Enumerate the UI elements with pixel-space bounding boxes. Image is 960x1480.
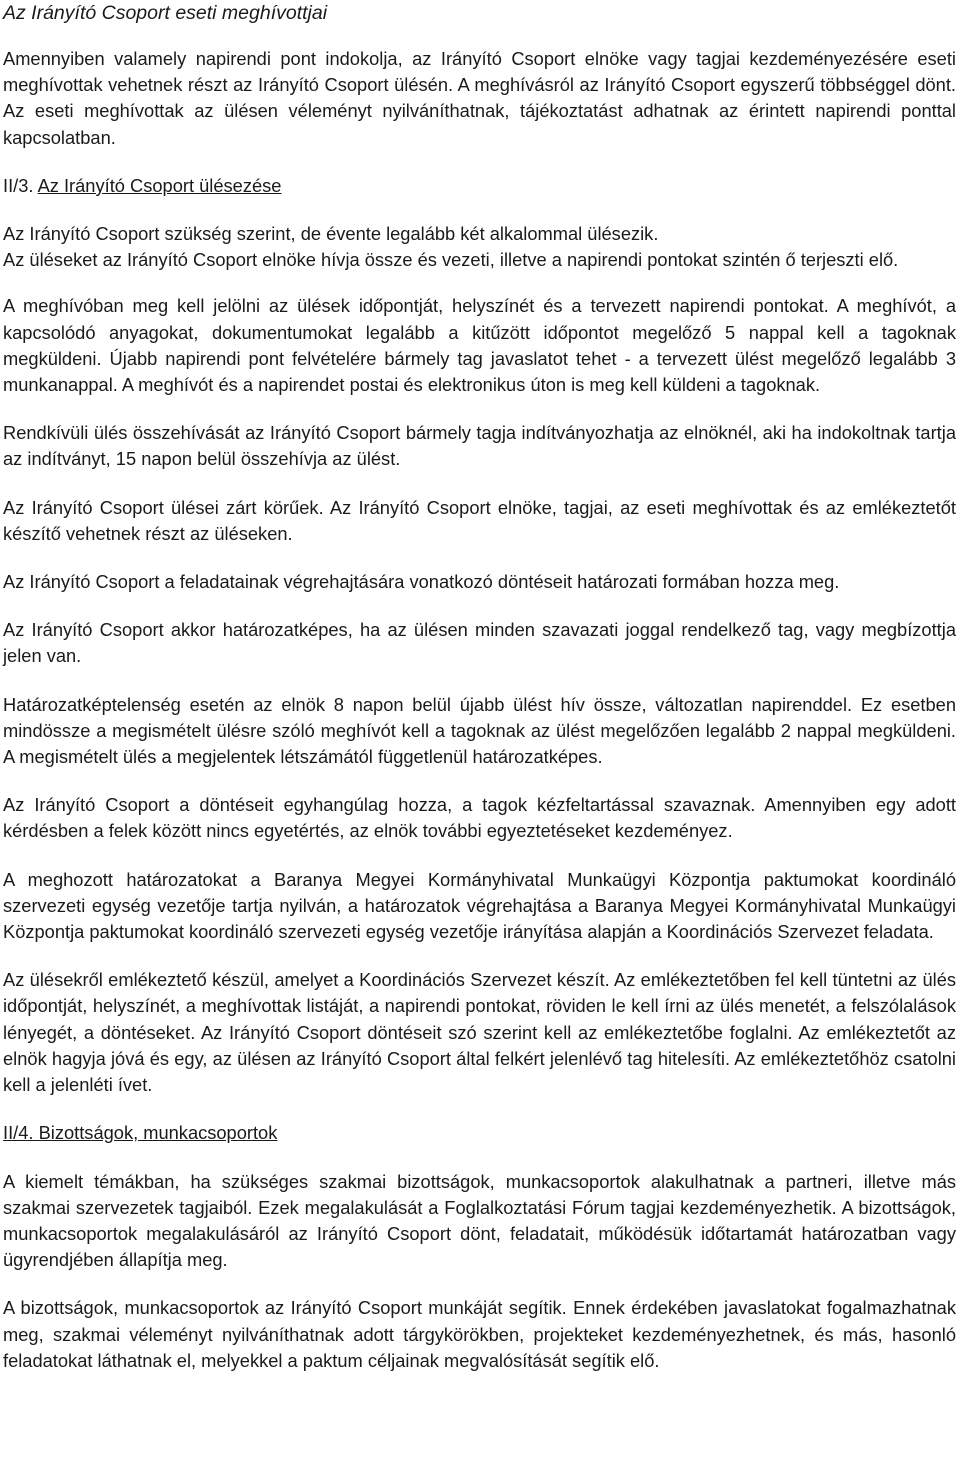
spacer — [3, 26, 956, 46]
spacer — [3, 945, 956, 967]
spacer — [3, 398, 956, 420]
paragraph: A meghívóban meg kell jelölni az ülések időpontját, helyszínét és a tervezett napirendi pontokat. A meghívót, a kapcsolódó anyagokat, dokumentumokat legalább a kitűzött időpontot megelőző 5 nappal kell a tagoknak megküldeni. Újabb napirendi pont felvételére bármely tag javaslatot tehet - a tervezett ülést megelőző legalább 3 munkanappal. A meghívót és a napirendet postai és elektronikus úton is meg kell küldeni a tagoknak. — [3, 295, 956, 396]
paragraph: Az ülésekről emlékeztető készül, amelyet a Koordinációs Szervezet készít. Az emlékeztetőben fel kell tüntetni az ülés időpontját, helyszínét, a meghívottak listáját, a napirendi pontokat, röviden le kell írni az ülés menetét, a felszólalások lényegét, a döntéseket. Az Irányító Csoport döntéseit szó szerint kell az emlékeztetőbe foglalni. Az emlékeztetőt az elnök hagyja jóvá és egy, az ülésen az Irányító Csoport által felkért jelenlévő tag hitelesíti. Az emlékeztetőhöz csatolni kell a jelenléti ívet. — [3, 969, 956, 1096]
paragraph: Az üléseket az Irányító Csoport elnöke hívja össze és vezeti, illetve a napirendi pontokat szintén ő terjeszti elő. — [3, 249, 899, 271]
paragraph: A bizottságok, munkacsoportok az Irányító Csoport munkáját segítik. Ennek érdekében javaslatokat fogalmazhatnak meg, szakmai véleményt nyilváníthatnak adott tárgykörökben, projekteket kezdeményezhetnek, és más, hasonló feladatokat láthatnak el, melyekkel a paktum céljainak megvalósítását segítik elő. — [3, 1297, 956, 1371]
intro-paragraph: Amennyiben valamely napirendi pont indokolja, az Irányító Csoport elnöke vagy tagjai kezdeményezésére eseti meghívottak vehetnek részt az Irányító Csoport ülésén. A meghívásról az Irányító Csoport egyszerű többséggel dönt. Az eseti meghívottak az ülésen véleményt nyilváníthatnak, tájékoztatást adhatnak az érintett napirendi ponttal kapcsolatban. — [3, 48, 956, 148]
subsection-title: Az Irányító Csoport eseti meghívottjai — [3, 2, 328, 24]
spacer — [3, 670, 956, 692]
spacer — [3, 1098, 956, 1120]
spacer — [3, 845, 956, 867]
section-title: Az Irányító Csoport ülésezése — [37, 174, 282, 196]
paragraph: Az Irányító Csoport akkor határozatképes, ha az ülésen minden szavazati joggal rendelkező tag, vagy megbízottja jelen van. — [3, 619, 956, 667]
spacer — [3, 547, 956, 569]
paragraph: Határozatképtelenség esetén az elnök 8 napon belül újabb ülést hív össze, változatlan napirenddel. Ez esetben mindössze a megismételt ülésre szóló meghívót kell a tagoknak az ülést megelőzően legalább 2 nappal megküldeni. A megismételt ülés a megjelentek létszámától függetlenül határozatképes. — [3, 693, 956, 768]
spacer — [3, 151, 956, 173]
section-heading-2-4 — [3, 1120, 956, 1146]
spacer — [3, 199, 956, 221]
spacer — [3, 273, 956, 293]
paragraph: A meghozott határozatokat a Baranya Megyei Kormányhivatal Munkaügyi Központja paktumokat koordináló szervezeti egység vezetője tartja nyilván, a határozatok végrehajtása a Baranya Megyei Kormányhivatal Munkaügyi Központja paktumokat koordináló szervezeti egység vezetője irányítása alapján a Koordinációs Szervezet feladata. — [3, 868, 956, 943]
spacer — [3, 770, 956, 792]
paragraph: Rendkívüli ülés összehívását az Irányító Csoport bármely tagja indítványozhatja az elnöknél, aki ha indokoltnak tartja az indítványt, 15 napon belül összehívja az ülést. — [3, 422, 956, 470]
section-heading-2-3 — [3, 173, 956, 199]
section-number: II/4. — [3, 1122, 34, 1144]
spacer — [3, 473, 956, 495]
paragraph: Az Irányító Csoport szükség szerint, de évente legalább két alkalommal ülésezik. — [3, 223, 659, 245]
paragraph: Az Irányító Csoport a döntéseit egyhangúlag hozza, a tagok kézfeltartással szavaznak. Amennyiben egy adott kérdésben a felek között nincs egyetértés, az elnök további egyeztetéseket kezdeményez. — [3, 794, 956, 842]
paragraph: Az Irányító Csoport ülései zárt körűek. Az Irányító Csoport elnöke, tagjai, az eseti meghívottak és az emlékeztetőt készítő vehetnek részt az üléseken. — [3, 496, 956, 544]
spacer — [3, 1147, 956, 1169]
section-title: Bizottságok, munkacsoportok — [38, 1122, 278, 1144]
paragraph: A kiemelt témákban, ha szükséges szakmai bizottságok, munkacsoportok alakulhatnak a partneri, illetve más szakmai szervezetek tagjaiból. Ezek megalakulását a Foglalkoztatási Fórum tagjai kezdeményezhetik. A bizottságok, munkacsoportok megalakulásáról az Irányító Csoport dönt, feladatait, működésük időtartamát határozatban vagy ügyrendjében állapítja meg. — [3, 1170, 956, 1271]
section-number: II/3. — [3, 174, 34, 196]
paragraph: Az Irányító Csoport a feladatainak végrehajtására vonatkozó döntéseit határozati formában hozza meg. — [3, 571, 840, 593]
spacer — [3, 595, 956, 617]
spacer — [3, 1273, 956, 1295]
